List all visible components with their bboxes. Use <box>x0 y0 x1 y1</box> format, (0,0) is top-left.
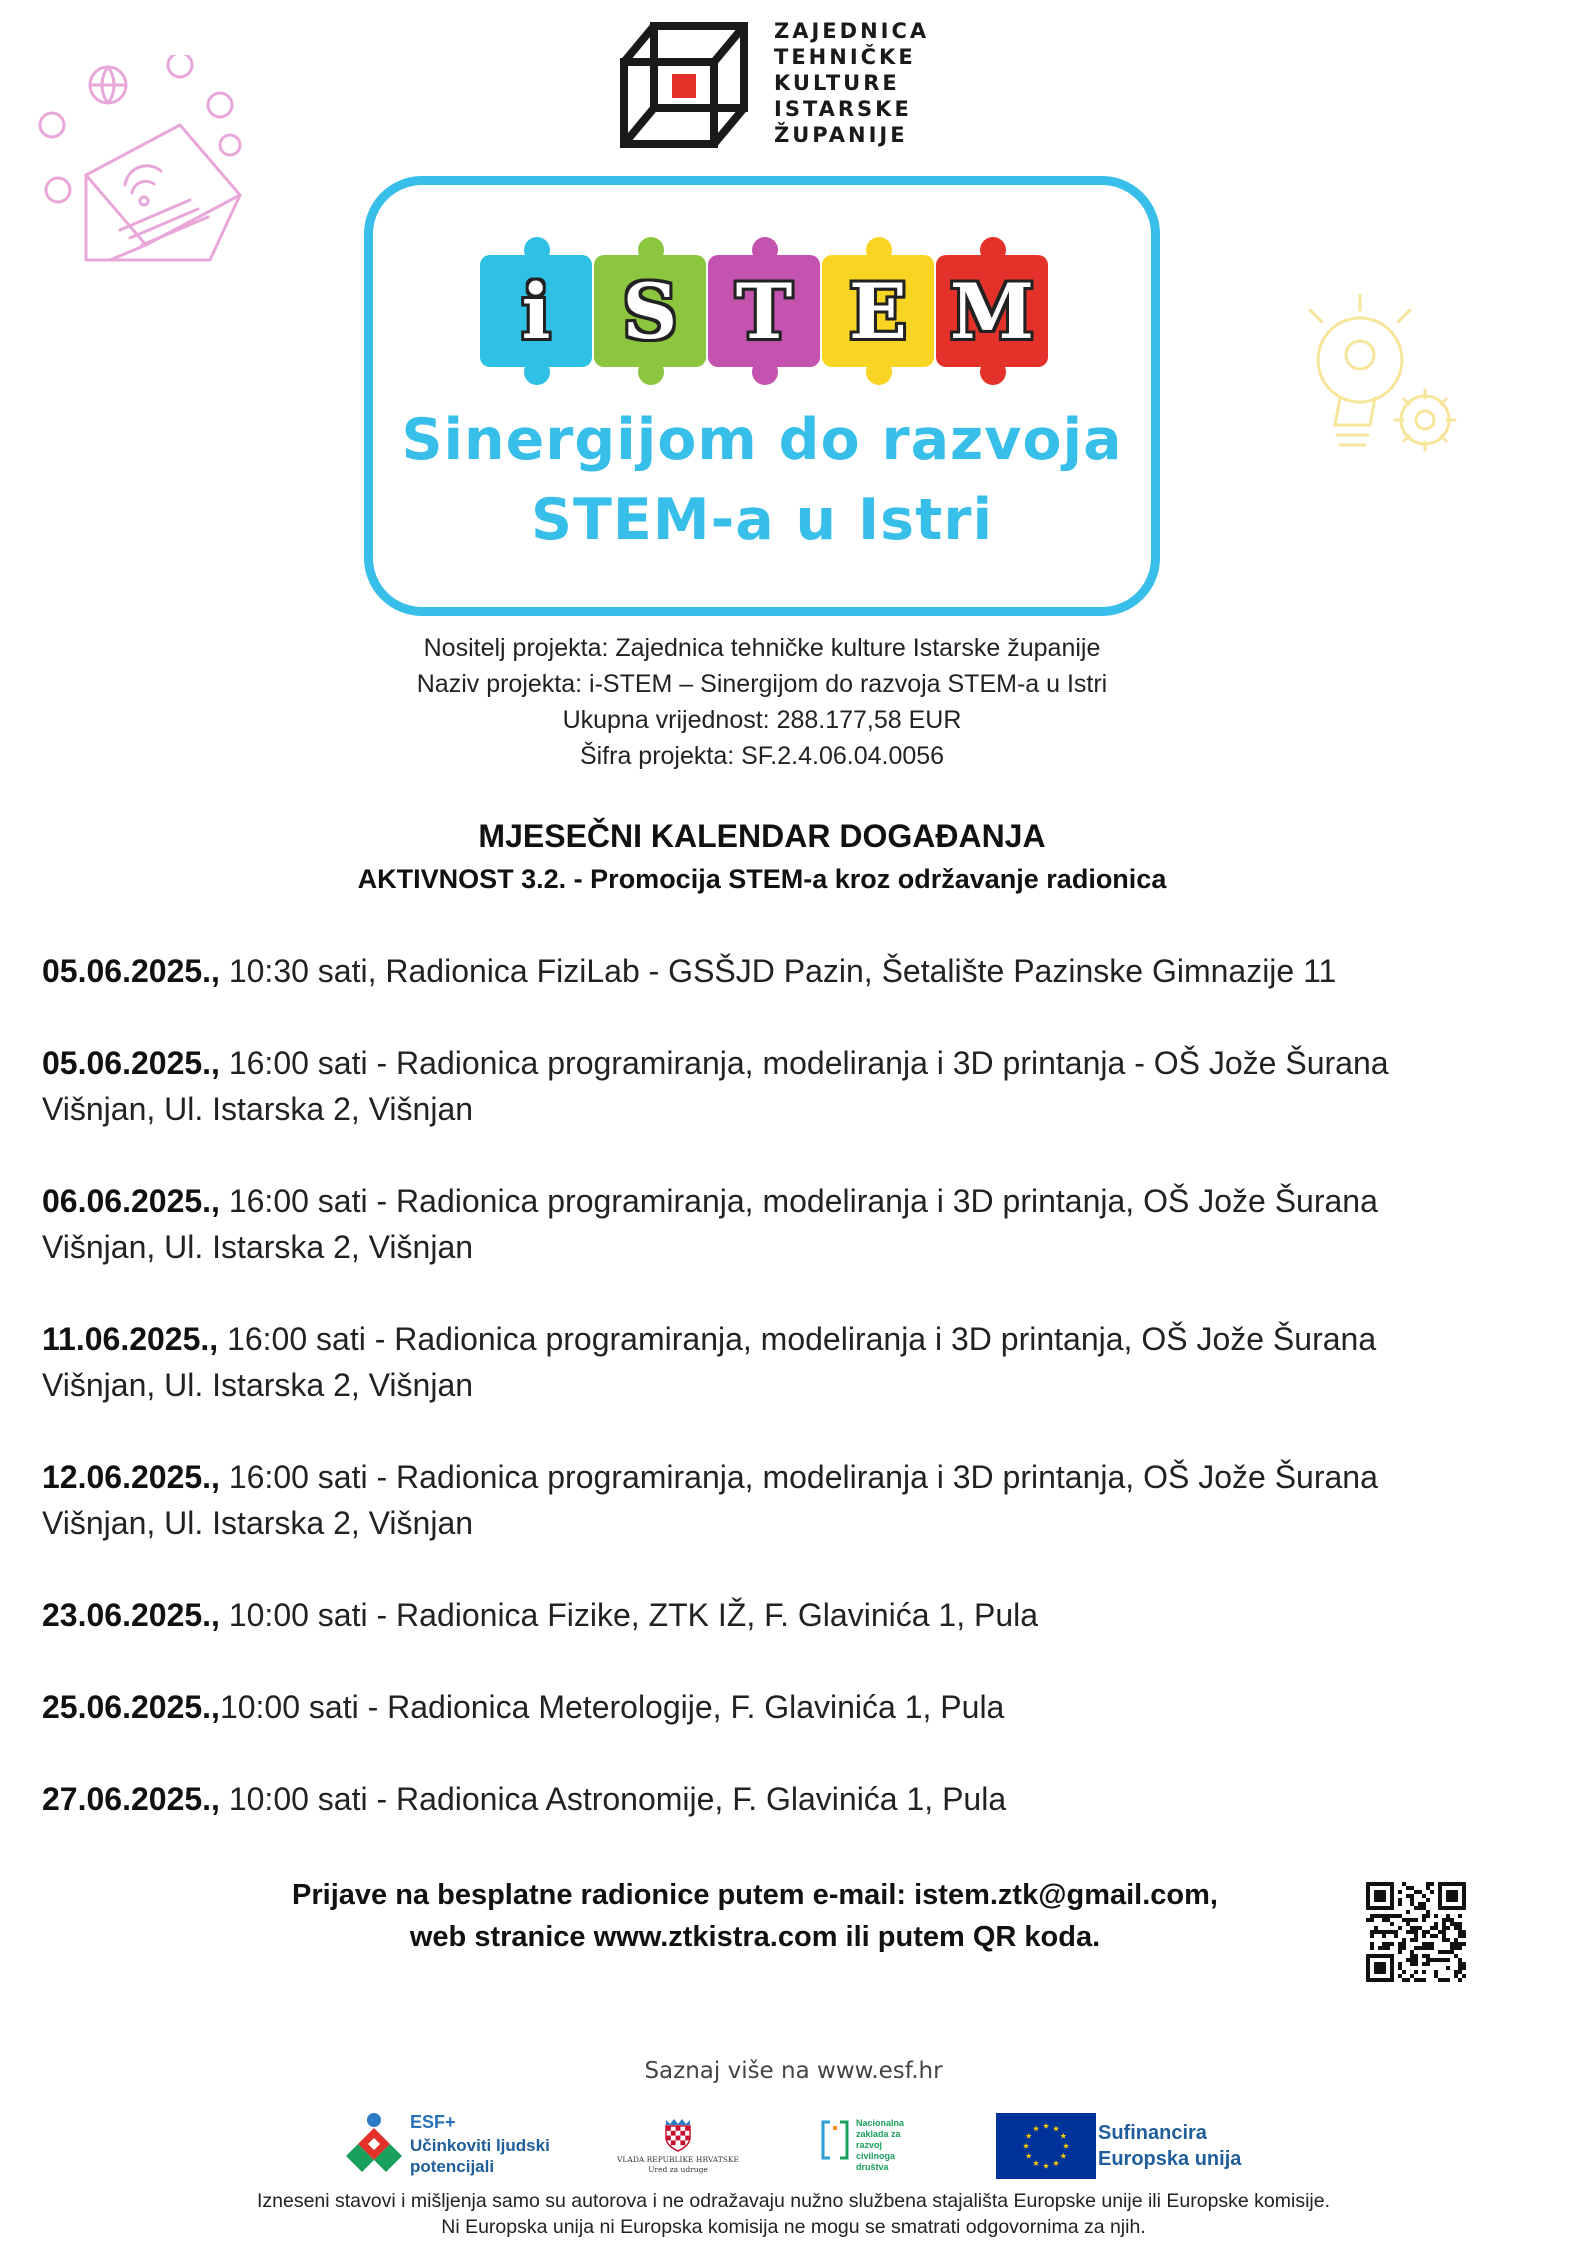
puzzle-letter: M <box>949 266 1035 356</box>
puzzle-piece <box>936 255 1048 367</box>
event-text: 16:00 sati - Radionica programiranja, modeliranja i 3D printanja - OŠ Jože Šurana <box>219 1045 1389 1081</box>
banner-slogan <box>364 400 1160 560</box>
istem-puzzle-logo <box>480 233 1050 393</box>
puzzle-piece <box>594 255 706 367</box>
croatian-coat-of-arms-icon <box>664 2118 692 2152</box>
esf-name-line: potencijali <box>410 2157 495 2176</box>
esf-program-name <box>410 2135 550 2177</box>
disclaimer-line: Ni Europska unija ni Europska komisija ne mogu se smatrati odgovornima za njih. <box>441 2216 1146 2238</box>
event-line <box>42 1178 1522 1224</box>
event-text: 10:00 sati - Radionica Astronomije, F. Glavinića 1, Pula <box>219 1781 1007 1817</box>
event-text: 16:00 sati - Radionica programiranja, modeliranja i 3D printanja, OŠ Jože Šurana <box>219 1183 1378 1219</box>
event-date: 05.06.2025., <box>42 1045 220 1081</box>
event-line-2: Višnjan, Ul. Istarska 2, Višnjan <box>42 1091 474 1127</box>
ztk-cube-logo <box>618 20 750 150</box>
project-value: Ukupna vrijednost: 288.177,58 EUR <box>562 706 962 734</box>
event-line <box>42 1592 1522 1638</box>
eu-disclaimer <box>100 2188 1487 2240</box>
registration-web-line: web stranice www.ztkistra.com ili putem QR koda. <box>409 1921 1101 1953</box>
event-item <box>42 1316 1522 1408</box>
event-item <box>42 1776 1522 1822</box>
event-line-2: Višnjan, Ul. Istarska 2, Višnjan <box>42 1367 474 1403</box>
puzzle-piece <box>480 255 592 367</box>
event-item <box>42 1178 1522 1270</box>
event-date: 06.06.2025., <box>42 1183 220 1219</box>
event-item <box>42 1684 1522 1730</box>
event-line <box>42 948 1522 994</box>
event-text: 10:00 sati - Radionica Meterologije, F. Glavinića 1, Pula <box>219 1689 1005 1725</box>
registration-info <box>180 1874 1330 1958</box>
eu-line: Sufinancira <box>1098 2122 1207 2144</box>
nz-line: društva <box>856 2162 889 2172</box>
calendar-subtitle: AKTIVNOST 3.2. - Promocija STEM-a kroz održavanje radionica <box>357 864 1167 894</box>
event-date: 11.06.2025., <box>42 1321 219 1357</box>
event-line <box>42 1040 1522 1086</box>
event-date: 05.06.2025., <box>42 953 220 989</box>
event-date: 12.06.2025., <box>42 1459 220 1495</box>
croatian-government-label <box>600 2155 756 2175</box>
event-date: 23.06.2025., <box>42 1597 220 1633</box>
registration-email-line: Prijave na besplatne radionice putem e-mail: istem.ztk@gmail.com, <box>292 1879 1218 1911</box>
org-line: ISTARSKE <box>774 97 912 121</box>
project-holder: Nositelj projekta: Zajednica tehničke kulture Istarske županije <box>423 634 1101 662</box>
puzzle-letter: E <box>849 266 907 356</box>
puzzle-letter: i <box>521 266 551 356</box>
eu-cofunded-label <box>1098 2120 1241 2172</box>
laptop-wifi-decoration <box>30 55 270 285</box>
calendar-title: MJESEČNI KALENDAR DOGAĐANJA <box>478 818 1046 854</box>
event-date: 27.06.2025., <box>42 1781 220 1817</box>
lightbulb-gears-decoration <box>1290 290 1480 470</box>
learn-more-link[interactable]: Saznaj više na www.esf.hr <box>644 2058 943 2084</box>
puzzle-letter: S <box>622 266 678 356</box>
qr-code[interactable] <box>1366 1882 1466 1982</box>
project-code: Šifra projekta: SF.2.4.06.04.0056 <box>579 742 945 770</box>
org-line: TEHNIČKE <box>774 45 916 69</box>
vlada-line: VLADA REPUBLIKE HRVATSKE <box>617 2155 739 2164</box>
esf-title: ESF+ <box>410 2112 456 2132</box>
nz-line: civilnoga <box>856 2151 896 2161</box>
puzzle-piece <box>708 255 820 367</box>
event-text: 10:00 sati - Radionica Fizike, ZTK IŽ, F. Glavinića 1, Pula <box>219 1597 1039 1633</box>
project-name: Naziv projekta: i-STEM – Sinergijom do razvoja STEM-a u Istri <box>416 670 1108 698</box>
vlada-line: Ured za udruge <box>648 2165 708 2174</box>
event-date: 25.06.2025., <box>42 1689 220 1725</box>
eu-line: Europska unija <box>1098 2148 1242 2170</box>
org-line: ZAJEDNICA <box>774 19 930 43</box>
slogan-line: STEM-a u Istri <box>530 487 993 553</box>
puzzle-letter: T <box>735 266 793 356</box>
event-line <box>42 1684 1522 1730</box>
event-item <box>42 1040 1522 1132</box>
eu-flag-icon <box>996 2113 1096 2179</box>
nzrcd-bracket-logo <box>820 2118 850 2162</box>
nz-line: Nacionalna <box>856 2118 905 2128</box>
org-line: KULTURE <box>774 71 900 95</box>
event-text: 16:00 sati - Radionica programiranja, modeliranja i 3D printanja, OŠ Jože Šurana <box>218 1321 1377 1357</box>
event-line <box>42 1316 1522 1362</box>
event-item <box>42 1454 1522 1546</box>
event-line-2: Višnjan, Ul. Istarska 2, Višnjan <box>42 1505 474 1541</box>
puzzle-piece <box>822 255 934 367</box>
esf-name-line: Učinkoviti ljudski <box>410 2136 550 2155</box>
disclaimer-line: Izneseni stavovi i mišljenja samo su autorova i ne odražavaju nužno službena stajališta Europske unije ili Europske komisije. <box>256 2190 1331 2212</box>
event-item <box>42 948 1522 994</box>
nzrcd-label <box>856 2118 904 2173</box>
nz-line: razvoj <box>856 2140 883 2150</box>
ztk-organization-name <box>774 18 930 148</box>
event-line <box>42 1776 1522 1822</box>
event-item <box>42 1592 1522 1638</box>
event-line-2: Višnjan, Ul. Istarska 2, Višnjan <box>42 1229 474 1265</box>
project-info <box>300 630 1224 774</box>
event-line <box>42 1454 1522 1500</box>
org-line: ŽUPANIJE <box>774 123 908 147</box>
event-text: 10:30 sati, Radionica FiziLab - GSŠJD Pazin, Šetalište Pazinske Gimnazije 11 <box>219 953 1337 989</box>
event-text: 16:00 sati - Radionica programiranja, modeliranja i 3D printanja, OŠ Jože Šurana <box>219 1459 1378 1495</box>
slogan-line: Sinergijom do razvoja <box>401 407 1123 473</box>
nz-line: zaklada za <box>856 2129 901 2139</box>
